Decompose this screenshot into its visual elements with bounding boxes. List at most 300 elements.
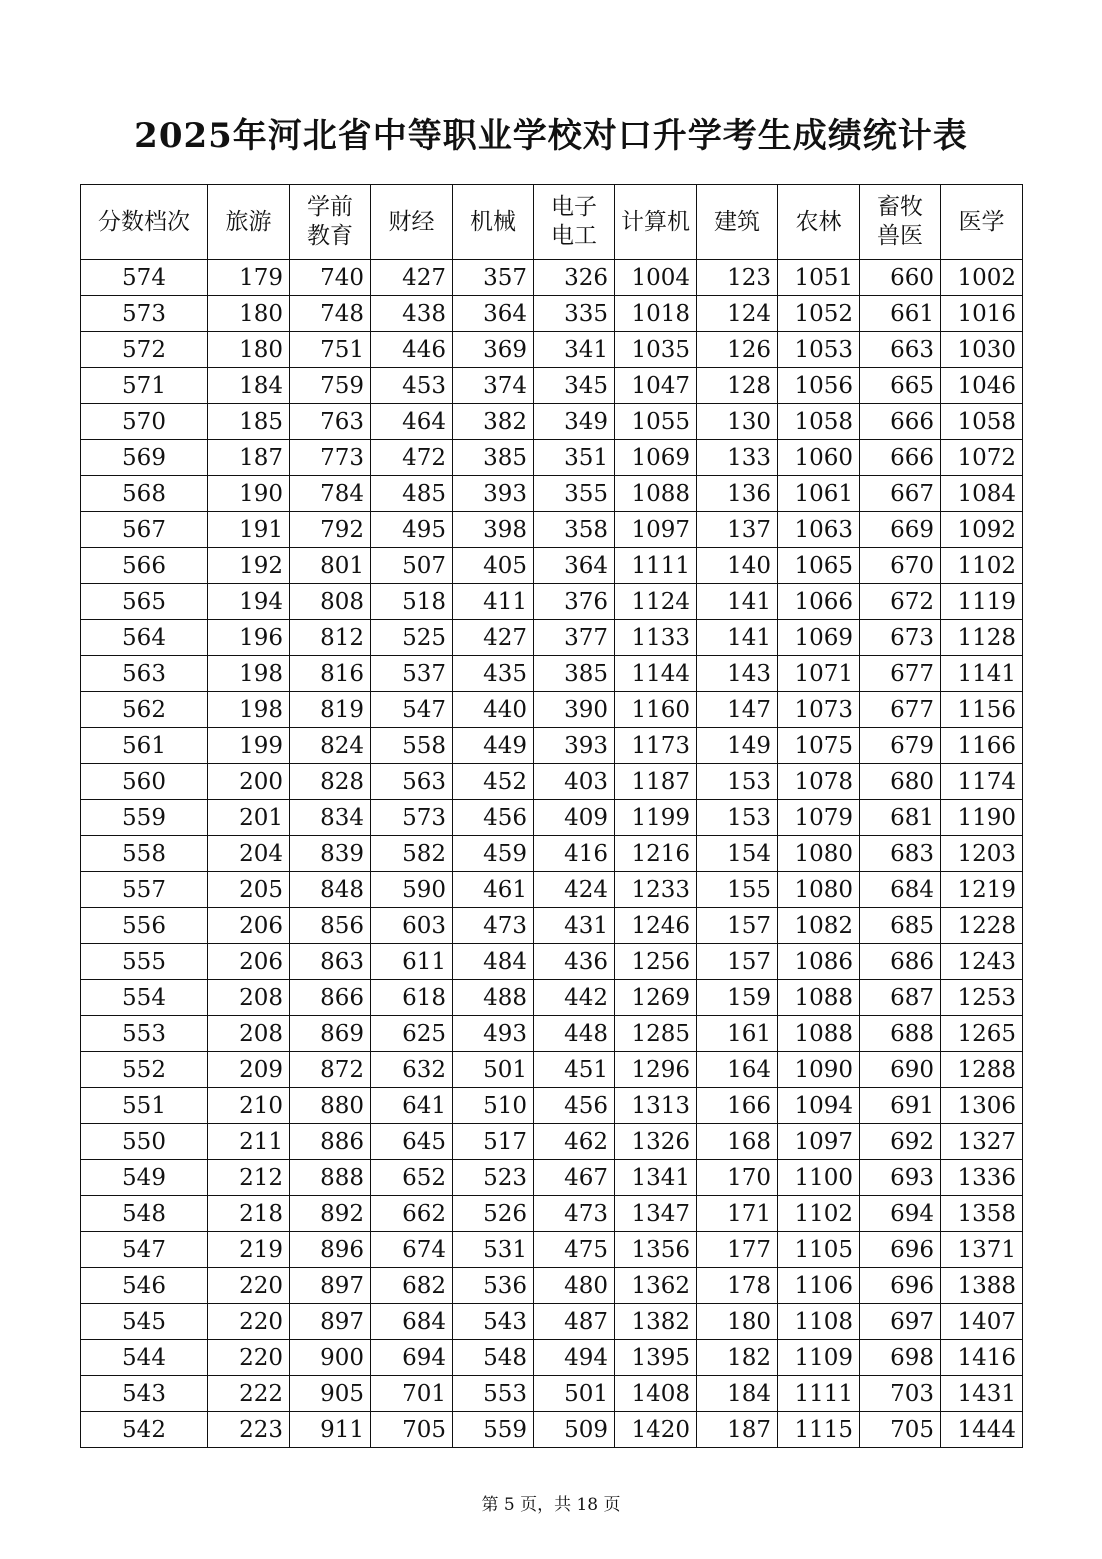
table-row	[81, 656, 1023, 692]
count-cell: 892	[290, 1196, 371, 1232]
count-cell: 180	[208, 296, 290, 332]
count-cell: 543	[453, 1304, 534, 1340]
count-cell: 462	[534, 1124, 615, 1160]
count-cell: 1002	[941, 260, 1023, 296]
column-header	[453, 185, 534, 260]
count-cell: 170	[697, 1160, 778, 1196]
count-cell: 618	[371, 980, 453, 1016]
count-cell: 680	[860, 764, 941, 800]
count-cell: 1144	[615, 656, 697, 692]
count-cell: 1088	[778, 980, 860, 1016]
table-row	[81, 332, 1023, 368]
count-cell: 1119	[941, 584, 1023, 620]
count-cell: 143	[697, 656, 778, 692]
count-cell: 1408	[615, 1376, 697, 1412]
score-cell: 547	[81, 1232, 208, 1268]
column-header-label: 计算机	[621, 208, 690, 235]
count-cell: 1065	[778, 548, 860, 584]
count-cell: 208	[208, 1016, 290, 1052]
count-cell: 210	[208, 1088, 290, 1124]
count-cell: 888	[290, 1160, 371, 1196]
count-cell: 187	[697, 1412, 778, 1448]
count-cell: 696	[860, 1232, 941, 1268]
table-row	[81, 1052, 1023, 1088]
count-cell: 1056	[778, 368, 860, 404]
table-row	[81, 296, 1023, 332]
count-cell: 665	[860, 368, 941, 404]
count-cell: 1016	[941, 296, 1023, 332]
column-header-label: 医学	[958, 208, 1005, 235]
column-header-label: 教育	[307, 223, 353, 249]
count-cell: 1109	[778, 1340, 860, 1376]
column-header	[697, 185, 778, 260]
table-row	[81, 1196, 1023, 1232]
count-cell: 345	[534, 368, 615, 404]
column-header-label: 建筑	[714, 208, 760, 235]
count-cell: 211	[208, 1124, 290, 1160]
count-cell: 464	[371, 404, 453, 440]
count-cell: 180	[208, 332, 290, 368]
count-cell: 154	[697, 836, 778, 872]
score-cell: 556	[81, 908, 208, 944]
table-row	[81, 1412, 1023, 1448]
count-cell: 812	[290, 620, 371, 656]
count-cell: 1256	[615, 944, 697, 980]
column-header	[81, 185, 208, 260]
count-cell: 335	[534, 296, 615, 332]
count-cell: 686	[860, 944, 941, 980]
count-cell: 773	[290, 440, 371, 476]
count-cell: 218	[208, 1196, 290, 1232]
score-cell: 567	[81, 512, 208, 548]
score-cell: 551	[81, 1088, 208, 1124]
count-cell: 206	[208, 944, 290, 980]
count-cell: 192	[208, 548, 290, 584]
count-cell: 625	[371, 1016, 453, 1052]
count-cell: 688	[860, 1016, 941, 1052]
count-cell: 427	[453, 620, 534, 656]
score-cell: 570	[81, 404, 208, 440]
count-cell: 1133	[615, 620, 697, 656]
count-cell: 670	[860, 548, 941, 584]
count-cell: 1106	[778, 1268, 860, 1304]
count-cell: 590	[371, 872, 453, 908]
count-cell: 652	[371, 1160, 453, 1196]
count-cell: 808	[290, 584, 371, 620]
table-row	[81, 836, 1023, 872]
count-cell: 199	[208, 728, 290, 764]
count-cell: 672	[860, 584, 941, 620]
column-header-label: 农林	[795, 208, 842, 235]
count-cell: 507	[371, 548, 453, 584]
count-cell: 185	[208, 404, 290, 440]
score-cell: 552	[81, 1052, 208, 1088]
count-cell: 473	[453, 908, 534, 944]
count-cell: 1090	[778, 1052, 860, 1088]
count-cell: 364	[453, 296, 534, 332]
count-cell: 451	[534, 1052, 615, 1088]
count-cell: 212	[208, 1160, 290, 1196]
count-cell: 168	[697, 1124, 778, 1160]
count-cell: 133	[697, 440, 778, 476]
count-cell: 435	[453, 656, 534, 692]
count-cell: 436	[534, 944, 615, 980]
count-cell: 1431	[941, 1376, 1023, 1412]
count-cell: 198	[208, 692, 290, 728]
count-cell: 403	[534, 764, 615, 800]
count-cell: 748	[290, 296, 371, 332]
count-cell: 1336	[941, 1160, 1023, 1196]
count-cell: 223	[208, 1412, 290, 1448]
count-cell: 900	[290, 1340, 371, 1376]
count-cell: 449	[453, 728, 534, 764]
table-row	[81, 1340, 1023, 1376]
count-cell: 1094	[778, 1088, 860, 1124]
count-cell: 582	[371, 836, 453, 872]
count-cell: 690	[860, 1052, 941, 1088]
count-cell: 1071	[778, 656, 860, 692]
count-cell: 153	[697, 764, 778, 800]
count-cell: 763	[290, 404, 371, 440]
table-row	[81, 1088, 1023, 1124]
column-header	[860, 185, 941, 260]
count-cell: 1084	[941, 476, 1023, 512]
column-header	[615, 185, 697, 260]
count-cell: 661	[860, 296, 941, 332]
score-cell: 573	[81, 296, 208, 332]
count-cell: 897	[290, 1304, 371, 1340]
count-cell: 669	[860, 512, 941, 548]
column-header-label: 分数档次	[98, 208, 190, 235]
count-cell: 911	[290, 1412, 371, 1448]
count-cell: 349	[534, 404, 615, 440]
count-cell: 694	[371, 1340, 453, 1376]
table-row	[81, 1376, 1023, 1412]
count-cell: 448	[534, 1016, 615, 1052]
count-cell: 839	[290, 836, 371, 872]
count-cell: 663	[860, 332, 941, 368]
column-header-label: 旅游	[225, 208, 272, 235]
score-cell: 572	[81, 332, 208, 368]
page-title: 2025年河北省中等职业学校对口升学考生成绩统计表	[134, 116, 968, 156]
count-cell: 376	[534, 584, 615, 620]
count-cell: 1187	[615, 764, 697, 800]
count-cell: 220	[208, 1304, 290, 1340]
count-cell: 517	[453, 1124, 534, 1160]
count-cell: 751	[290, 332, 371, 368]
count-cell: 442	[534, 980, 615, 1016]
table-row	[81, 476, 1023, 512]
count-cell: 161	[697, 1016, 778, 1052]
count-cell: 666	[860, 404, 941, 440]
count-cell: 1219	[941, 872, 1023, 908]
count-cell: 1102	[941, 548, 1023, 584]
count-cell: 1327	[941, 1124, 1023, 1160]
score-cell: 564	[81, 620, 208, 656]
count-cell: 1296	[615, 1052, 697, 1088]
count-cell: 480	[534, 1268, 615, 1304]
count-cell: 1347	[615, 1196, 697, 1232]
count-cell: 493	[453, 1016, 534, 1052]
count-cell: 431	[534, 908, 615, 944]
column-header	[371, 185, 453, 260]
count-cell: 1108	[778, 1304, 860, 1340]
count-cell: 1382	[615, 1304, 697, 1340]
score-cell: 554	[81, 980, 208, 1016]
count-cell: 645	[371, 1124, 453, 1160]
count-cell: 187	[208, 440, 290, 476]
score-cell: 568	[81, 476, 208, 512]
count-cell: 1072	[941, 440, 1023, 476]
column-header-label: 机械	[470, 208, 516, 235]
count-cell: 204	[208, 836, 290, 872]
count-cell: 157	[697, 908, 778, 944]
count-cell: 1082	[778, 908, 860, 944]
count-cell: 405	[453, 548, 534, 584]
count-cell: 472	[371, 440, 453, 476]
count-cell: 453	[371, 368, 453, 404]
count-cell: 369	[453, 332, 534, 368]
count-cell: 484	[453, 944, 534, 980]
count-cell: 525	[371, 620, 453, 656]
count-cell: 459	[453, 836, 534, 872]
table-row	[81, 692, 1023, 728]
count-cell: 196	[208, 620, 290, 656]
count-cell: 1053	[778, 332, 860, 368]
count-cell: 1407	[941, 1304, 1023, 1340]
count-cell: 897	[290, 1268, 371, 1304]
count-cell: 1073	[778, 692, 860, 728]
count-cell: 1203	[941, 836, 1023, 872]
table-row	[81, 1268, 1023, 1304]
count-cell: 409	[534, 800, 615, 836]
count-cell: 792	[290, 512, 371, 548]
count-cell: 126	[697, 332, 778, 368]
table-body	[81, 260, 1023, 1448]
count-cell: 1100	[778, 1160, 860, 1196]
score-cell: 548	[81, 1196, 208, 1232]
count-cell: 816	[290, 656, 371, 692]
count-cell: 205	[208, 872, 290, 908]
count-cell: 705	[371, 1412, 453, 1448]
count-cell: 1395	[615, 1340, 697, 1376]
count-cell: 697	[860, 1304, 941, 1340]
count-cell: 694	[860, 1196, 941, 1232]
count-cell: 1141	[941, 656, 1023, 692]
count-cell: 140	[697, 548, 778, 584]
count-cell: 326	[534, 260, 615, 296]
count-cell: 178	[697, 1268, 778, 1304]
count-cell: 1160	[615, 692, 697, 728]
count-cell: 501	[534, 1376, 615, 1412]
count-cell: 416	[534, 836, 615, 872]
count-cell: 194	[208, 584, 290, 620]
count-cell: 684	[371, 1304, 453, 1340]
count-cell: 1358	[941, 1196, 1023, 1232]
count-cell: 1004	[615, 260, 697, 296]
count-cell: 886	[290, 1124, 371, 1160]
score-cell: 565	[81, 584, 208, 620]
score-cell: 546	[81, 1268, 208, 1304]
count-cell: 880	[290, 1088, 371, 1124]
count-cell: 1128	[941, 620, 1023, 656]
count-cell: 220	[208, 1268, 290, 1304]
count-cell: 209	[208, 1052, 290, 1088]
count-cell: 137	[697, 512, 778, 548]
count-cell: 834	[290, 800, 371, 836]
count-cell: 219	[208, 1232, 290, 1268]
count-cell: 1115	[778, 1412, 860, 1448]
count-cell: 1111	[615, 548, 697, 584]
count-cell: 222	[208, 1376, 290, 1412]
table-row	[81, 512, 1023, 548]
table-row	[81, 260, 1023, 296]
count-cell: 684	[860, 872, 941, 908]
table-row	[81, 1016, 1023, 1052]
count-cell: 667	[860, 476, 941, 512]
count-cell: 677	[860, 692, 941, 728]
count-cell: 1102	[778, 1196, 860, 1232]
count-cell: 180	[697, 1304, 778, 1340]
count-cell: 701	[371, 1376, 453, 1412]
count-cell: 866	[290, 980, 371, 1016]
count-cell: 691	[860, 1088, 941, 1124]
count-cell: 398	[453, 512, 534, 548]
count-cell: 374	[453, 368, 534, 404]
count-cell: 377	[534, 620, 615, 656]
count-cell: 177	[697, 1232, 778, 1268]
count-cell: 1078	[778, 764, 860, 800]
count-cell: 438	[371, 296, 453, 332]
count-cell: 1199	[615, 800, 697, 836]
count-cell: 1063	[778, 512, 860, 548]
count-cell: 1173	[615, 728, 697, 764]
score-cell: 542	[81, 1412, 208, 1448]
table-row	[81, 584, 1023, 620]
score-cell: 544	[81, 1340, 208, 1376]
count-cell: 427	[371, 260, 453, 296]
count-cell: 553	[453, 1376, 534, 1412]
count-cell: 390	[534, 692, 615, 728]
score-cell: 569	[81, 440, 208, 476]
count-cell: 1362	[615, 1268, 697, 1304]
count-cell: 179	[208, 260, 290, 296]
count-cell: 1097	[615, 512, 697, 548]
count-cell: 563	[371, 764, 453, 800]
count-cell: 692	[860, 1124, 941, 1160]
count-cell: 198	[208, 656, 290, 692]
score-cell: 563	[81, 656, 208, 692]
count-cell: 1092	[941, 512, 1023, 548]
count-cell: 1046	[941, 368, 1023, 404]
count-cell: 1166	[941, 728, 1023, 764]
table-row	[81, 1232, 1023, 1268]
count-cell: 1060	[778, 440, 860, 476]
column-header-label: 畜牧	[877, 194, 923, 220]
count-cell: 1306	[941, 1088, 1023, 1124]
count-cell: 872	[290, 1052, 371, 1088]
count-cell: 1341	[615, 1160, 697, 1196]
count-cell: 526	[453, 1196, 534, 1232]
count-cell: 1388	[941, 1268, 1023, 1304]
score-cell: 559	[81, 800, 208, 836]
count-cell: 1253	[941, 980, 1023, 1016]
count-cell: 703	[860, 1376, 941, 1412]
count-cell: 1124	[615, 584, 697, 620]
column-header	[778, 185, 860, 260]
count-cell: 123	[697, 260, 778, 296]
count-cell: 191	[208, 512, 290, 548]
count-cell: 1356	[615, 1232, 697, 1268]
score-cell: 550	[81, 1124, 208, 1160]
count-cell: 1233	[615, 872, 697, 908]
count-cell: 1228	[941, 908, 1023, 944]
count-cell: 537	[371, 656, 453, 692]
count-cell: 510	[453, 1088, 534, 1124]
count-cell: 759	[290, 368, 371, 404]
table-row	[81, 548, 1023, 584]
count-cell: 905	[290, 1376, 371, 1412]
count-cell: 488	[453, 980, 534, 1016]
count-cell: 828	[290, 764, 371, 800]
count-cell: 1052	[778, 296, 860, 332]
count-cell: 681	[860, 800, 941, 836]
table-row	[81, 1124, 1023, 1160]
count-cell: 475	[534, 1232, 615, 1268]
count-cell: 461	[453, 872, 534, 908]
score-statistics-table	[80, 184, 1023, 1448]
table-row	[81, 1160, 1023, 1196]
count-cell: 1371	[941, 1232, 1023, 1268]
score-cell: 562	[81, 692, 208, 728]
count-cell: 687	[860, 980, 941, 1016]
count-cell: 147	[697, 692, 778, 728]
count-cell: 573	[371, 800, 453, 836]
count-cell: 1069	[615, 440, 697, 476]
count-cell: 393	[453, 476, 534, 512]
count-cell: 501	[453, 1052, 534, 1088]
count-cell: 141	[697, 584, 778, 620]
count-cell: 1030	[941, 332, 1023, 368]
count-cell: 632	[371, 1052, 453, 1088]
table-row	[81, 728, 1023, 764]
count-cell: 1097	[778, 1124, 860, 1160]
count-cell: 698	[860, 1340, 941, 1376]
count-cell: 393	[534, 728, 615, 764]
count-cell: 682	[371, 1268, 453, 1304]
count-cell: 124	[697, 296, 778, 332]
count-cell: 220	[208, 1340, 290, 1376]
count-cell: 1111	[778, 1376, 860, 1412]
count-cell: 1313	[615, 1088, 697, 1124]
count-cell: 157	[697, 944, 778, 980]
count-cell: 696	[860, 1268, 941, 1304]
count-cell: 1086	[778, 944, 860, 980]
count-cell: 201	[208, 800, 290, 836]
count-cell: 1265	[941, 1016, 1023, 1052]
count-cell: 801	[290, 548, 371, 584]
count-cell: 666	[860, 440, 941, 476]
table-row	[81, 368, 1023, 404]
count-cell: 547	[371, 692, 453, 728]
count-cell: 1061	[778, 476, 860, 512]
count-cell: 1047	[615, 368, 697, 404]
count-cell: 1080	[778, 872, 860, 908]
score-cell: 560	[81, 764, 208, 800]
count-cell: 611	[371, 944, 453, 980]
count-cell: 136	[697, 476, 778, 512]
table-row	[81, 800, 1023, 836]
